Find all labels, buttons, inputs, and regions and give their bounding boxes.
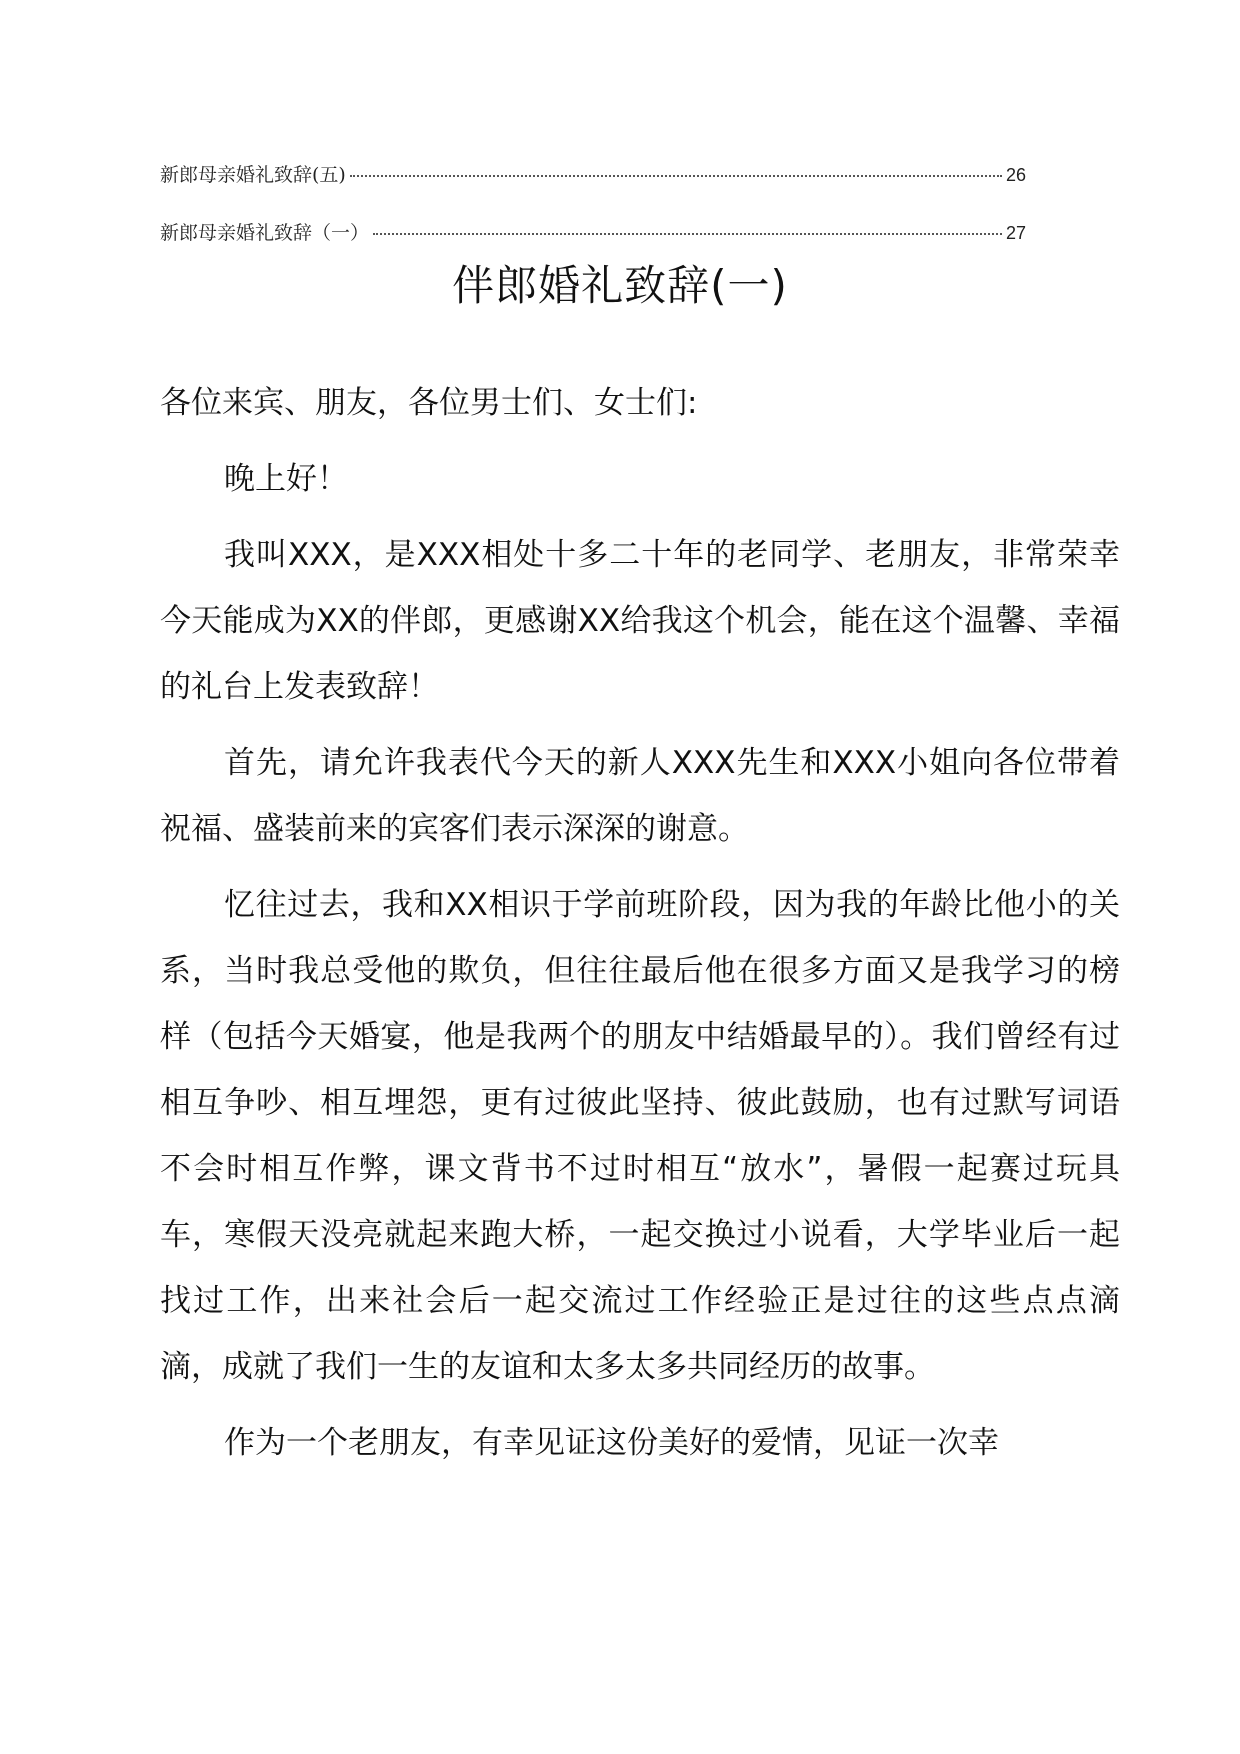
toc-entry-title: 新郎母亲婚礼致辞(五)	[160, 164, 346, 186]
paragraph: 作为一个老朋友，有幸见证这份美好的爱情，见证一次幸	[224, 1425, 999, 1461]
toc-entry-title: 新郎母亲婚礼致辞（一）	[160, 222, 370, 244]
document-body	[160, 370, 1120, 1476]
paragraph-gap	[160, 862, 1120, 872]
toc-entry-page: 27	[1005, 223, 1026, 243]
paragraph-gap	[160, 1400, 1120, 1410]
paragraph: 首先，请允许我表代今天的新人XXX先生和XXX小姐向各位带着祝福、盛装前来的宾客们表示深深的谢意。	[160, 745, 1120, 847]
salutation: 各位来宾、朋友，各位男士们、女士们:	[160, 385, 698, 421]
paragraph: 忆往过去，我和XX相识于学前班阶段，因为我的年龄比他小的关系，当时我总受他的欺负，但往往最后他在很多方面又是我学习的榜样（包括今天婚宴，他是我两个的朋友中结婚最早的）。我们曾经有过相互争吵、相互埋怨，更有过彼此坚持、彼此鼓励，也有过默写词语不会时相互作弊，课文背书不过时相互“放水”，暑假一起赛过玩具车，寒假天没亮就起来跑大桥，一起交换过小说看，大学毕业后一起找过工作，出来社会后一起交流过工作经验正是过往的这些点点滴滴，成就了我们一生的友谊和太多太多共同经历的故事。	[160, 887, 1120, 1385]
toc-entry[interactable]	[160, 160, 1026, 188]
toc-entry[interactable]	[160, 218, 1026, 246]
paragraph: 我叫XXX，是XXX相处十多二十年的老同学、老朋友，非常荣幸今天能成为XX的伴郎，更感谢XX给我这个机会，能在这个温馨、幸福的礼台上发表致辞！	[160, 537, 1120, 705]
toc-dot-leader	[350, 175, 1002, 177]
paragraph-gap	[160, 720, 1120, 730]
toc-dot-leader	[373, 233, 1002, 235]
paragraph-gap	[160, 512, 1120, 522]
toc-entry-page: 26	[1005, 165, 1026, 185]
document-title: 伴郎婚礼致辞(一)	[452, 261, 788, 310]
greeting: 晚上好！	[224, 461, 348, 497]
paragraph-gap	[160, 436, 1120, 446]
